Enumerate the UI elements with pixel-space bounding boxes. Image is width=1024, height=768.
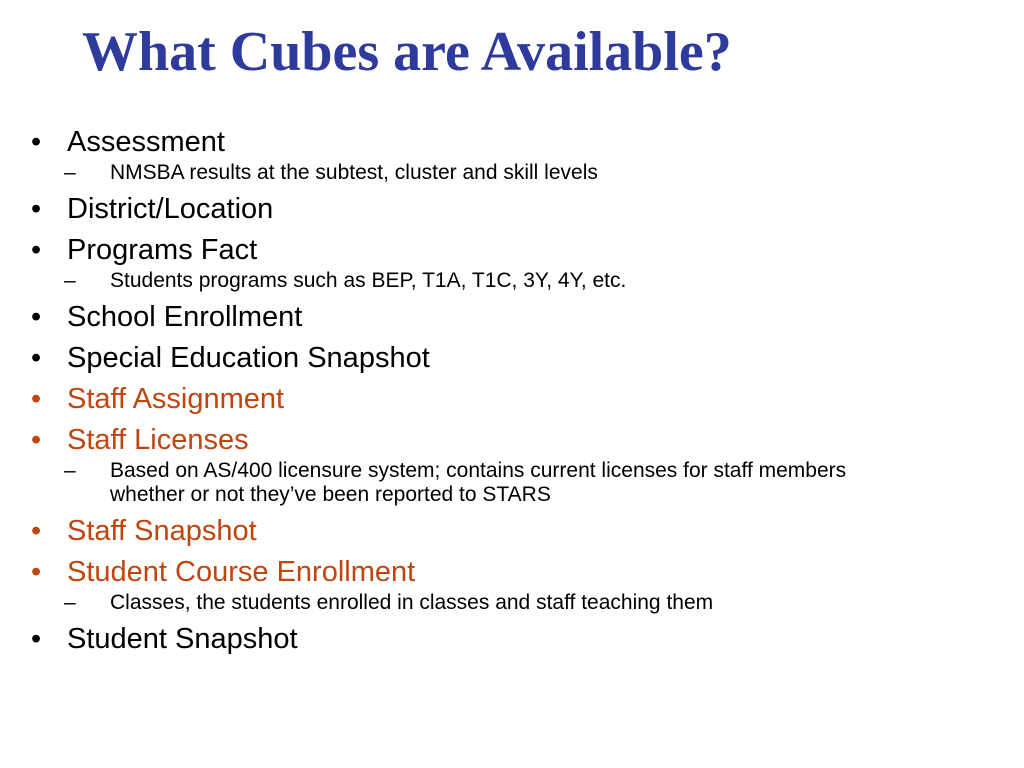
sub-item-text: Classes, the students enrolled in classes and staff teaching them [110, 591, 714, 614]
dash-icon: – [64, 269, 76, 292]
cube-list [0, 126, 1024, 664]
cube-list-item [0, 193, 1024, 226]
cube-item-label: Programs Fact [67, 234, 258, 266]
dash-icon: – [64, 161, 76, 184]
sub-list [64, 269, 1024, 293]
dash-icon: – [64, 459, 76, 482]
cube-item-label: Student Snapshot [67, 623, 298, 655]
bullet-icon: • [31, 515, 42, 547]
cube-list-item [0, 424, 1024, 507]
cube-list-item [0, 383, 1024, 416]
bullet-icon: • [31, 126, 42, 158]
sub-list-item [44, 161, 910, 185]
cube-list-item [0, 515, 1024, 548]
sub-list-item [44, 269, 910, 293]
cube-list-item [0, 126, 1024, 185]
cube-list-item [0, 556, 1024, 615]
cube-item-label: Special Education Snapshot [67, 342, 430, 374]
cube-item-label: Staff Snapshot [67, 515, 257, 547]
sub-item-text: Based on AS/400 licensure system; contains current licenses for staff members whether or not they’ve been reported to STARS [110, 459, 847, 506]
sub-list [64, 591, 1024, 615]
bullet-icon: • [31, 623, 42, 655]
bullet-icon: • [31, 342, 42, 374]
slide-title: What Cubes are Available? [82, 21, 732, 83]
cube-item-label: Student Course Enrollment [67, 556, 416, 588]
cube-list-item [0, 342, 1024, 375]
cube-item-label: Staff Licenses [67, 424, 249, 456]
bullet-icon: • [31, 383, 42, 415]
sub-list-item [44, 459, 910, 507]
sub-list [64, 459, 1024, 507]
dash-icon: – [64, 591, 76, 614]
bullet-icon: • [31, 301, 42, 333]
cube-item-label: Assessment [67, 126, 225, 158]
sub-list-item [44, 591, 910, 615]
bullet-icon: • [31, 556, 42, 588]
sub-item-text: Students programs such as BEP, T1A, T1C, 3Y, 4Y, etc. [110, 269, 627, 292]
cube-item-label: Staff Assignment [67, 383, 285, 415]
cube-item-label: School Enrollment [67, 301, 303, 333]
bullet-icon: • [31, 234, 42, 266]
cube-list-item [0, 234, 1024, 293]
sub-item-text: NMSBA results at the subtest, cluster and skill levels [110, 161, 598, 184]
cube-item-label: District/Location [67, 193, 274, 225]
sub-list [64, 161, 1024, 185]
bullet-icon: • [31, 424, 42, 456]
cube-list-item [0, 623, 1024, 656]
cube-list-item [0, 301, 1024, 334]
bullet-icon: • [31, 193, 42, 225]
